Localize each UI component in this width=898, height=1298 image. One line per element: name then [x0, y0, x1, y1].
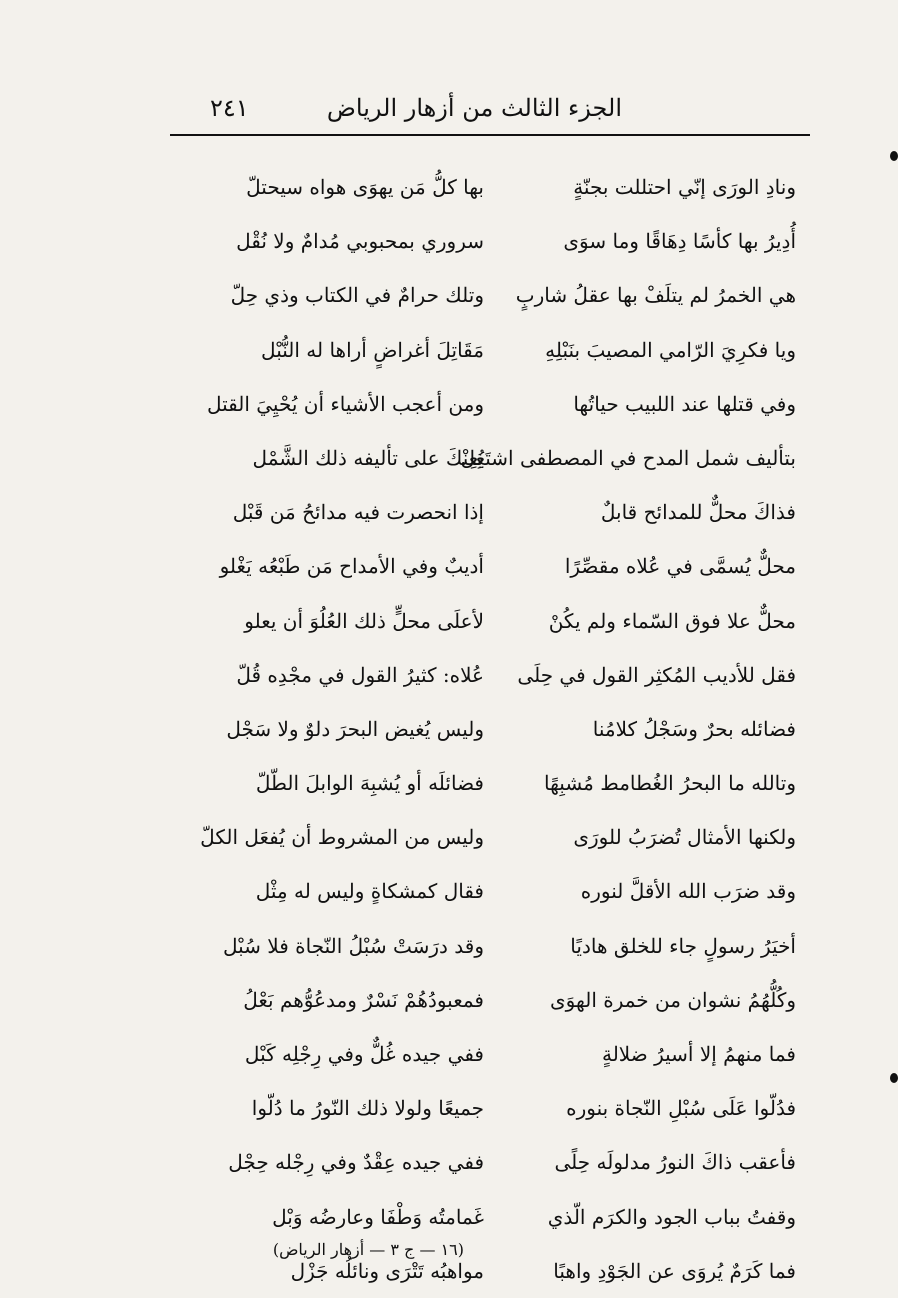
hemistich-first: وتالله ما البحرُ الغُطامط مُشبِهًا: [543, 771, 796, 796]
hemistich-second: أديبٌ وفي الأمداح مَن طَبْعُه يَغْلو: [219, 554, 484, 579]
hemistich-second: ففي جيده غُلٌّ وفي رِجْلِه كَبْل: [244, 1042, 484, 1066]
hemistich-second: فقال كمشكاةٍ وليس له مِثْل: [255, 879, 484, 904]
hemistich-first: فذاكَ محلٌّ للمدائح قابلٌ: [600, 500, 796, 525]
hemistich-second: وليس يُغيض البحرَ دلوٌ ولا سَجْل: [226, 716, 484, 741]
hemistich-second: فمعبودُهُمْ نَسْرٌ ومدعُوُّهم بَعْلُ: [243, 987, 484, 1012]
hemistich-second: مواهبُه تَتْرَى ونائلُه جَزْل: [290, 1258, 484, 1283]
hemistich-first: ونادِ الورَى إنّي احتللت بجنّةٍ: [573, 175, 796, 199]
hemistich-second: فضائلَه أو يُشبِهَ الوابلَ الطّلّ: [255, 771, 484, 796]
second-hemistich-column: [200, 160, 484, 1298]
hemistich-first: وقفتُ بباب الجود والكرَم الّذي: [547, 1204, 796, 1229]
hemistich-second: إذا انحصرت فيه مدائحُ مَن قَبْل: [232, 500, 484, 525]
hemistich-first: فما منهمُ إلا أسيرُ ضلالةٍ: [601, 1042, 796, 1066]
margin-mark: [890, 151, 898, 161]
hemistich-second: ومن أعجب الأشياء أن يُحْيِيَ القتل: [206, 391, 484, 416]
hemistich-second: وتلك حرامٌ في الكتاب وذي حِلّ: [230, 283, 484, 308]
hemistich-second: غَمامتُه وَطْفَا وعارضُه وَبْل: [272, 1204, 484, 1229]
margin-mark: [890, 1073, 898, 1083]
hemistich-second: مَقَاتِلَ أغراضٍ أراها له النُّبْل: [261, 337, 484, 362]
hemistich-first: ولكنها الأمثال تُضرَبُ للورَى: [573, 825, 796, 850]
hemistich-second: وقد درَسَتْ سُبْلُ النّجاة فلا سُبْل: [222, 933, 484, 958]
hemistich-second: سروري بمحبوبي مُدامٌ ولا نُقْل: [236, 229, 484, 254]
hemistich-second: لأعلَى محلٍّ ذلك العُلُوَ أن يعلو: [244, 608, 484, 633]
hemistich-first: وقد ضرَب الله الأقلَّ لنوره: [580, 879, 796, 904]
hemistich-first: محلٌّ علا فوق السّماء ولم يكُنْ: [548, 608, 796, 633]
hemistich-second: جميعًا ولولا ذلك النّورُ ما دُلّوا: [251, 1096, 484, 1121]
first-hemistich-column: [460, 160, 796, 1298]
running-title: الجزء الثالث من أزهار الرياض: [326, 94, 622, 122]
hemistich-first: بتأليف شمل المدح في المصطفى اشتَغِل: [460, 445, 796, 470]
hemistich-first: ويا فكرِيَ الرّامي المصيبَ بنَبْلِهِ: [545, 337, 796, 362]
page-number: ٢٤١: [210, 94, 249, 122]
hemistich-first: فأعقب ذاكَ النورُ مدلولَه حِلًى: [554, 1150, 796, 1175]
hemistich-first: فدُلّوا عَلَى سُبْلِ النّجاة بنوره: [566, 1096, 796, 1121]
hemistich-first: فقل للأديب المُكثِر القول في حِلَى: [517, 662, 796, 687]
signature-footer: (١٦ — ج ٣ — أزهار الرياض): [272, 1240, 464, 1259]
hemistich-second: ففي جيده عِقْدٌ وفي رِجْله حِجْل: [228, 1150, 484, 1175]
hemistich-first: هي الخمرُ لم يتلَفْ بها عقلُ شاربٍ: [515, 283, 796, 308]
page-header: [170, 92, 810, 132]
hemistich-first: أُدِيرُ بها كأسًا دِهَاقًا وما سوَى: [563, 229, 796, 254]
hemistich-second: عُلاه: كثيرُ القول في مجْدِه قُلّ: [236, 662, 484, 687]
hemistich-second: بها كلُّ مَن يهوَى هواه سيحتلّ: [246, 175, 484, 199]
hemistich-first: أخيَرُ رسولٍ جاء للخلق هاديًا: [570, 933, 796, 958]
hemistich-first: فضائله بحرٌ وسَجْلُ كلامُنا: [592, 716, 796, 741]
hemistich-second: وليس من المشروط أن يُفعَل الكلّ: [200, 825, 484, 850]
hemistich-second: يُعِنْكَ على تأليفه ذلك الشَّمْل: [252, 445, 484, 470]
hemistich-first: فما كَرَمٌ يُروَى عن الجَوْدِ واهبًا: [553, 1258, 796, 1283]
header-rule: [170, 134, 810, 136]
hemistich-first: محلٌّ يُسمَّى في عُلاه مقصِّرًا: [564, 554, 796, 579]
hemistich-first: وكُلُّهُمُ نشوان من خمرة الهوَى: [550, 987, 796, 1012]
hemistich-first: وفي قتلها عند اللبيب حياتُها: [573, 391, 796, 416]
